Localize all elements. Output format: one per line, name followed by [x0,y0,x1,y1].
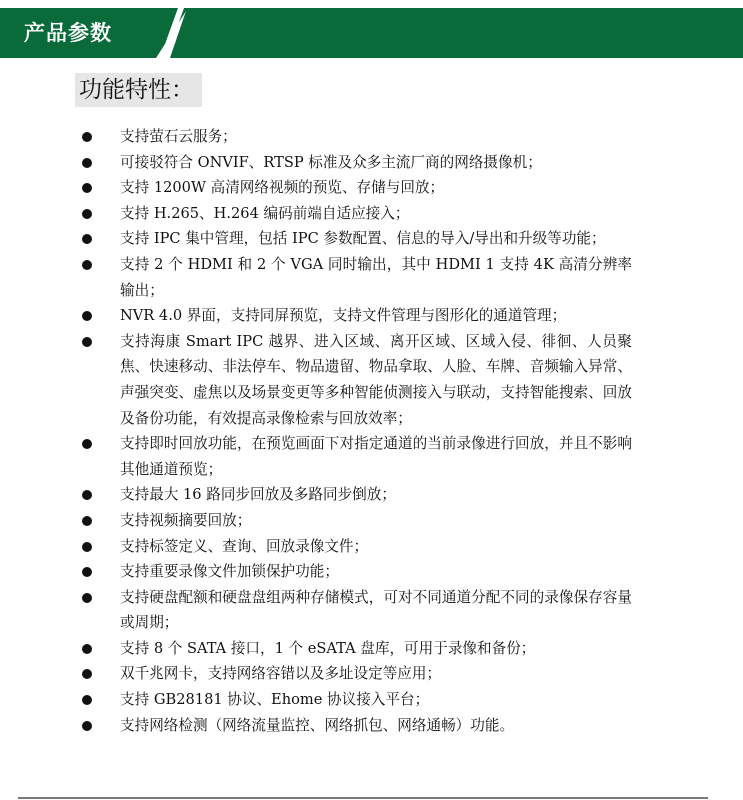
bullet-icon [82,542,92,552]
bullet-icon [82,311,92,321]
bullet-icon [82,234,92,244]
bullet-icon [82,132,92,142]
header-bar [0,8,743,58]
feature-item [72,534,632,560]
bullet-icon [82,567,92,577]
header-stripe [170,8,743,58]
bullet-icon [82,260,92,270]
feature-list [72,124,632,738]
feature-text: 支持视频摘要回放； [120,511,252,529]
feature-item [72,226,632,252]
feature-item [72,201,632,227]
feature-item [72,124,632,150]
feature-text: 支持 H.265、H.264 编码前端自适应接入； [120,204,410,222]
feature-item [72,150,632,176]
feature-item [72,508,632,534]
feature-item [72,329,632,431]
bullet-icon [82,439,92,449]
header-title: 产品参数 [24,21,112,45]
bullet-icon [82,337,92,347]
feature-text: 支持 2 个 HDMI 和 2 个 VGA 同时输出，其中 HDMI 1 支持 4K 高清分辨率输出； [120,255,632,299]
feature-text: 支持 IPC 集中管理，包括 IPC 参数配置、信息的导入/导出和升级等功能； [120,230,606,248]
feature-item [72,482,632,508]
bullet-icon [82,490,92,500]
feature-item [72,303,632,329]
feature-text: 支持 8 个 SATA 接口，1 个 eSATA 盘库，可用于录像和备份； [120,639,536,657]
feature-item [72,687,632,713]
section-title: 功能特性： [75,73,202,107]
feature-text: 支持 GB28181 协议、Ehome 协议接入平台； [120,691,430,709]
feature-text: 可接驳符合 ONVIF、RTSP 标准及众多主流厂商的网络摄像机； [120,153,542,171]
feature-item [72,661,632,687]
feature-text: 支持最大 16 路同步回放及多路同步倒放； [120,486,396,504]
bullet-icon [82,593,92,603]
bullet-icon [82,669,92,679]
bullet-icon [82,721,92,731]
bullet-icon [82,695,92,705]
feature-item [72,252,632,303]
feature-text: 支持海康 Smart IPC 越界、进入区域、离开区域、区域入侵、徘徊、人员聚焦、快速移动、非法停车、物品遗留、物品拿取、人脸、车牌、音频输入异常、声强突变、虚焦以及场景变更等多种智能侦测接入与联动，支持智能搜索、回放及备份功能，有效提高录像检索与回放效率； [120,332,632,427]
bullet-icon [82,644,92,654]
feature-item [72,175,632,201]
feature-text: 支持网络检测（网络流量监控、网络抓包、网络通畅）功能。 [120,716,515,734]
feature-text: 双千兆网卡，支持网络容错以及多址设定等应用； [120,665,442,683]
feature-item [72,585,632,636]
bottom-divider [18,797,708,799]
feature-text: NVR 4.0 界面，支持同屏预览，支持文件管理与图形化的通道管理； [120,307,567,325]
feature-text: 支持重要录像文件加锁保护功能； [120,563,339,581]
bullet-icon [82,183,92,193]
feature-text: 支持萤石云服务； [120,128,237,145]
bullet-icon [82,158,92,168]
feature-item [72,713,632,739]
bullet-icon [82,209,92,219]
feature-text: 支持标签定义、查询、回放录像文件； [120,537,369,555]
feature-item [72,559,632,585]
feature-item [72,431,632,482]
feature-text: 支持即时回放功能，在预览画面下对指定通道的当前录像进行回放，并且不影响其他通道预览； [120,435,632,478]
feature-text: 支持硬盘配额和硬盘盘组两种存储模式，可对不同通道分配不同的录像保存容量或周期； [120,588,632,632]
bullet-icon [82,516,92,526]
feature-text: 支持 1200W 高清网络视频的预览、存储与回放； [120,179,445,197]
feature-item [72,636,632,662]
